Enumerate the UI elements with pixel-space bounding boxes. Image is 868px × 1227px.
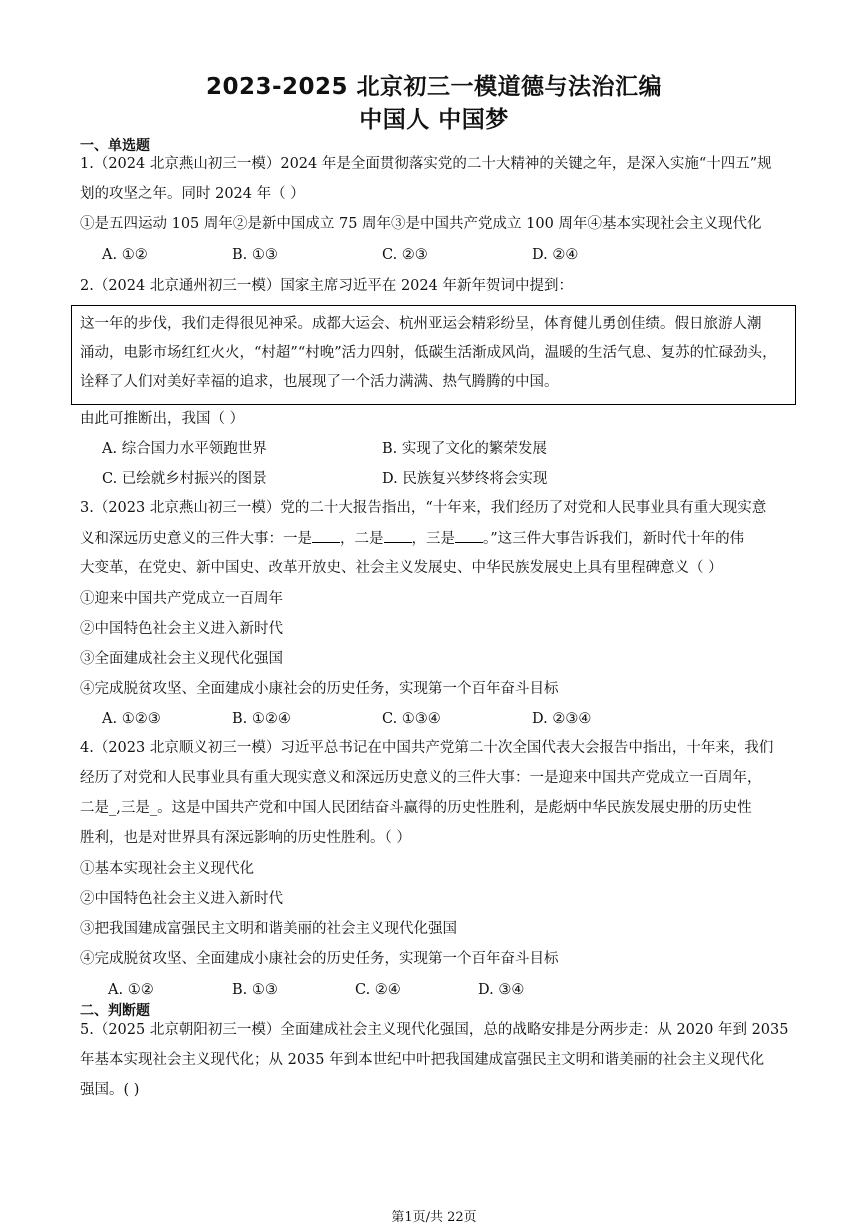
q1-option-b[interactable]: B. ①③ (232, 247, 278, 263)
q3-stem-line2 (80, 528, 798, 549)
q1-statements: ①是五四运动 105 周年②是新中国成立 75 周年③是中国共产党成立 100 周年④基本实现社会主义现代化 (80, 216, 762, 232)
q3-item-4: ④完成脱贫攻坚、全面建成小康社会的历史任务，实现第一个百年奋斗目标 (80, 681, 559, 697)
q3-blank-2 (384, 528, 412, 543)
q3-stem-line1: 3.（2023 北京燕山初三一模）党的二十大报告指出，“十年来，我们经历了对党和人民事业具有重大现实意 (80, 500, 767, 516)
q2-option-c[interactable]: C. 已绘就乡村振兴的图景 (102, 471, 267, 487)
q3-option-b[interactable]: B. ①②④ (232, 711, 291, 727)
q4-option-d[interactable]: D. ③④ (478, 982, 525, 998)
q3-stem-part-d: 。”这三件大事告诉我们，新时代十年的伟 (483, 531, 745, 547)
document-subtitle: 中国人 中国梦 (359, 107, 509, 133)
q3-stem-line3: 大变革，在党史、新中国史、改革开放史、社会主义发展史、中华民族发展史上具有里程碑意义（ ） (80, 560, 723, 576)
q3-blank-3 (455, 528, 483, 543)
page-number: 第1页/共 22页 (391, 1210, 477, 1225)
q2-options-row2 (80, 469, 798, 489)
q1-option-a[interactable]: A. ①② (102, 247, 148, 263)
q1-stem-line2: 划的攻坚之年。同时 2024 年（ ） (80, 186, 305, 202)
q3-options (80, 709, 798, 729)
q3-option-d[interactable]: D. ②③④ (532, 711, 592, 727)
section-heading-judgement: 二、判断题 (80, 1003, 150, 1019)
q5-stem-line2: 年基本实现社会主义现代化；从 2035 年到本世纪中叶把我国建成富强民主文明和谐美丽的社会主义现代化 (80, 1052, 765, 1068)
q4-stem-line2: 经历了对党和人民事业具有重大现实意义和深远历史意义的三件大事：一是迎来中国共产党成立一百周年， (80, 770, 762, 786)
q3-stem-part-c: ，三是 (411, 531, 455, 547)
q1-stem-line1: 1.（2024 北京燕山初三一模）2024 年是全面贯彻落实党的二十大精神的关键之年，是深入实施“十四五”规 (80, 156, 772, 172)
q4-item-2: ②中国特色社会主义进入新时代 (80, 891, 283, 907)
q2-question: 由此可推断出，我国（ ） (80, 411, 245, 427)
q2-option-b[interactable]: B. 实现了文化的繁荣发展 (382, 441, 547, 457)
q4-item-4: ④完成脱贫攻坚、全面建成小康社会的历史任务，实现第一个百年奋斗目标 (80, 951, 559, 967)
q4-stem-line1: 4.（2023 北京顺义初三一模）习近平总书记在中国共产党第二十次全国代表大会报告中指出，十年来，我们 (80, 740, 774, 756)
q2-option-a[interactable]: A. 综合国力水平领跑世界 (102, 441, 267, 457)
q1-option-c[interactable]: C. ②③ (382, 247, 428, 263)
q3-item-3: ③全面建成社会主义现代化强国 (80, 651, 283, 667)
q2-option-d[interactable]: D. 民族复兴梦终将会实现 (382, 471, 548, 487)
q4-options (80, 980, 798, 1000)
q3-blank-1 (312, 528, 340, 543)
q3-option-c[interactable]: C. ①③④ (382, 711, 441, 727)
q4-stem-line4: 胜利，也是对世界具有深远影响的历史性胜利。（ ） (80, 830, 411, 846)
q4-item-3: ③把我国建成富强民主文明和谐美丽的社会主义现代化强国 (80, 921, 457, 937)
q3-item-2: ②中国特色社会主义进入新时代 (80, 621, 283, 637)
q4-item-1: ①基本实现社会主义现代化 (80, 861, 254, 877)
q4-option-b[interactable]: B. ①③ (232, 982, 278, 998)
q2-quote-line1: 这一年的步伐，我们走得很见神采。成都大运会、杭州亚运会精彩纷呈，体育健儿勇创佳绩。假日旅游人潮 (80, 316, 762, 332)
q5-stem-line3: 强国。( ) (80, 1082, 140, 1098)
section-heading-single-choice: 一、单选题 (80, 138, 150, 154)
q3-item-1: ①迎来中国共产党成立一百周年 (80, 591, 283, 607)
q3-option-a[interactable]: A. ①②③ (102, 711, 161, 727)
q2-stem: 2.（2024 北京通州初三一模）国家主席习近平在 2024 年新年贺词中提到： (80, 278, 573, 294)
q2-quote-line2: 涌动，电影市场红红火火，“村超”“村晚”活力四射，低碳生活渐成风尚，温暖的生活气息、复苏的忙碌劲头， (80, 345, 777, 361)
q1-option-d[interactable]: D. ②④ (532, 247, 579, 263)
document-title: 2023-2025 北京初三一模道德与法治汇编 (205, 74, 663, 100)
q3-stem-part-a: 义和深远历史意义的三件大事：一是 (80, 531, 312, 547)
q4-option-c[interactable]: C. ②④ (355, 982, 401, 998)
q3-stem-part-b: ，二是 (340, 531, 384, 547)
q4-option-a[interactable]: A. ①② (108, 982, 154, 998)
q1-options (80, 245, 798, 265)
q2-quote-line3: 诠释了人们对美好幸福的追求，也展现了一个活力满满、热气腾腾的中国。 (80, 374, 559, 390)
q2-options-row1 (80, 439, 798, 459)
q5-stem-line1: 5.（2025 北京朝阳初三一模）全面建成社会主义现代化强国，总的战略安排是分两步走：从 2020 年到 2035 (80, 1022, 789, 1038)
q4-stem-line3: 二是_,三是_。这是中国共产党和中国人民团结奋斗赢得的历史性胜利，是彪炳中华民族发展史册的历史性 (80, 800, 752, 816)
